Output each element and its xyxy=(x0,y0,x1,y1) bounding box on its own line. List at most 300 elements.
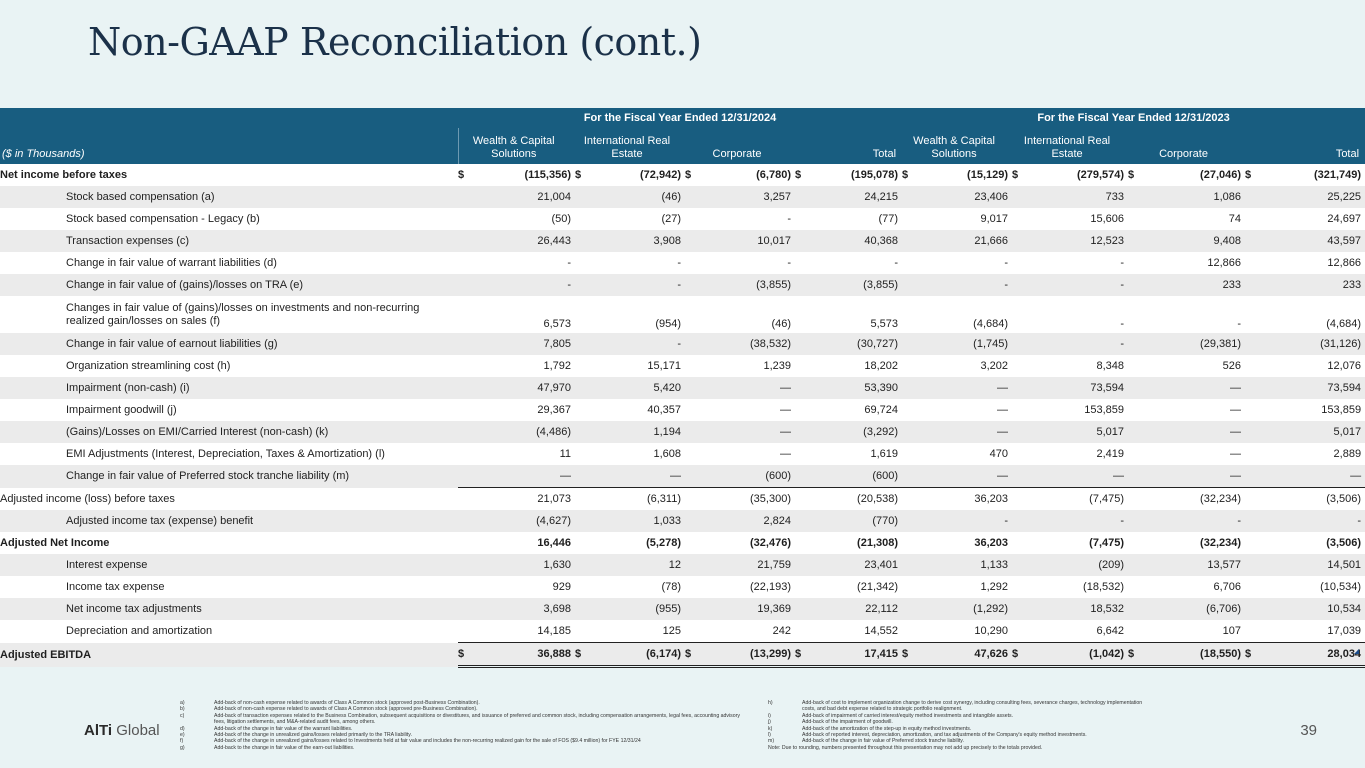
cell-value xyxy=(458,230,575,252)
cell-value xyxy=(575,443,685,465)
cell-number: (3,292) xyxy=(863,426,899,438)
cell-number: (4,627) xyxy=(536,515,571,527)
cell-value xyxy=(685,421,795,443)
col-header-wcs-2023: Wealth & Capital Solutions xyxy=(902,128,1012,164)
table-row xyxy=(0,620,1365,643)
footnote-text: Add-back of the change in unrealized gains/losses related to Investments held at fair value and includes the non-recurring realized gain for the sale of FOS ($9.4 million) for FYE 12/31/24 xyxy=(214,738,641,745)
cell-number: — xyxy=(560,470,571,482)
cell-value xyxy=(685,355,795,377)
cell-value xyxy=(1245,355,1365,377)
cell-value xyxy=(795,488,902,511)
cell-number: 47,626 xyxy=(974,648,1009,660)
cell-number: (7,475) xyxy=(1089,493,1125,505)
cell-value xyxy=(795,208,902,230)
cell-value xyxy=(575,620,685,643)
cell-value xyxy=(1245,274,1365,296)
footnote xyxy=(180,713,740,726)
cell-number: 23,406 xyxy=(974,191,1009,203)
cell-number: — xyxy=(780,426,791,438)
cell-value xyxy=(1128,186,1245,208)
dollar-sign: $ xyxy=(902,169,909,181)
footnote-key: f) xyxy=(180,738,184,745)
footnote-text: Add-back of the amortization of the step-up in equity method investments. xyxy=(802,725,972,732)
cell-value xyxy=(575,164,685,186)
cell-value xyxy=(1128,399,1245,421)
cell-value xyxy=(902,355,1012,377)
cell-number: 107 xyxy=(1222,625,1242,637)
cell-value xyxy=(685,296,795,333)
cell-value xyxy=(1128,532,1245,554)
cell-value xyxy=(1128,230,1245,252)
dollar-sign: $ xyxy=(1128,648,1135,660)
table-row xyxy=(0,164,1365,186)
cell-number: (195,078) xyxy=(850,169,899,181)
cell-value xyxy=(458,620,575,643)
cell-value xyxy=(1128,620,1245,643)
footnote xyxy=(180,745,740,751)
cell-number: — xyxy=(780,404,791,416)
cell-number: - xyxy=(567,279,571,291)
cell-number: 12 xyxy=(668,559,681,571)
cell-number: — xyxy=(1350,470,1362,482)
cell-value xyxy=(458,488,575,511)
cell-number: 47,970 xyxy=(537,382,571,394)
row-label: Adjusted EBITDA xyxy=(0,643,458,667)
cell-value xyxy=(1128,274,1245,296)
cell-value xyxy=(795,333,902,355)
cell-value xyxy=(458,443,575,465)
cell-number: (600) xyxy=(872,470,899,482)
cell-number: 18,532 xyxy=(1090,603,1125,615)
dollar-sign: $ xyxy=(1012,169,1019,181)
cell-value xyxy=(902,598,1012,620)
cell-value xyxy=(575,208,685,230)
row-label: Adjusted Net Income xyxy=(0,537,110,549)
table-row xyxy=(0,333,1365,355)
cell-value xyxy=(1128,488,1245,511)
cell-value xyxy=(1128,554,1245,576)
cell-value xyxy=(458,598,575,620)
cell-value xyxy=(575,598,685,620)
cell-value xyxy=(795,164,902,186)
cell-value xyxy=(458,643,575,667)
footnote-key: c) xyxy=(180,712,185,719)
cell-number: (31,126) xyxy=(1320,338,1362,350)
cell-number: 36,203 xyxy=(974,537,1009,549)
cell-value xyxy=(1245,333,1365,355)
cell-number: (29,381) xyxy=(1200,338,1242,350)
cell-number: (1,745) xyxy=(973,338,1009,350)
cell-number: 53,390 xyxy=(864,382,899,394)
cell-number: (10,534) xyxy=(1320,581,1362,593)
cell-number: (50) xyxy=(551,213,571,225)
col-header-ire-2024: International Real Estate xyxy=(575,128,685,164)
brand-logo xyxy=(84,722,160,739)
cell-value xyxy=(1012,598,1128,620)
cell-value xyxy=(902,208,1012,230)
cell-number: — xyxy=(1113,470,1125,482)
corner-marker xyxy=(1354,649,1359,654)
cell-number: 1,792 xyxy=(543,360,571,372)
dollar-sign: $ xyxy=(1245,169,1252,181)
row-label: Net income tax adjustments xyxy=(0,598,458,620)
cell-number: (22,193) xyxy=(750,581,791,593)
cell-value xyxy=(685,465,795,488)
footnote xyxy=(768,738,1148,744)
cell-number: - xyxy=(1120,257,1125,269)
footnote-text: Add-back to the change in fair value of the earn-out liabilities. xyxy=(214,744,355,751)
cell-number: — xyxy=(780,382,791,394)
table-row xyxy=(0,554,1365,576)
cell-number: - xyxy=(677,338,681,350)
cell-value xyxy=(1245,186,1365,208)
cell-value xyxy=(1245,620,1365,643)
cell-number: 24,697 xyxy=(1327,213,1362,225)
cell-value xyxy=(575,333,685,355)
header-row-periods xyxy=(0,108,1365,128)
cell-value xyxy=(1245,230,1365,252)
cell-number: — xyxy=(1230,404,1242,416)
cell-value xyxy=(902,576,1012,598)
cell-value xyxy=(902,443,1012,465)
cell-number: 73,594 xyxy=(1327,382,1362,394)
table-row xyxy=(0,208,1365,230)
cell-number: 6,706 xyxy=(1213,581,1242,593)
cell-number: 12,866 xyxy=(1207,257,1242,269)
cell-value xyxy=(685,510,795,532)
cell-number: 14,185 xyxy=(537,625,571,637)
footnotes-left xyxy=(180,700,740,751)
cell-value xyxy=(1012,421,1128,443)
cell-number: 733 xyxy=(1105,191,1125,203)
cell-value xyxy=(795,230,902,252)
cell-value xyxy=(458,333,575,355)
cell-number: 14,552 xyxy=(864,625,899,637)
cell-number: (32,234) xyxy=(1200,537,1242,549)
cell-number: 5,017 xyxy=(1333,426,1362,438)
cell-value xyxy=(902,488,1012,511)
cell-value xyxy=(902,399,1012,421)
cell-value xyxy=(1012,510,1128,532)
cell-value xyxy=(575,274,685,296)
cell-number: 21,073 xyxy=(537,493,571,505)
cell-number: — xyxy=(997,426,1009,438)
cell-value xyxy=(575,510,685,532)
cell-value xyxy=(795,576,902,598)
table-row xyxy=(0,576,1365,598)
cell-number: - xyxy=(677,257,681,269)
table-row xyxy=(0,443,1365,465)
cell-number: 12,866 xyxy=(1327,257,1362,269)
cell-value xyxy=(902,421,1012,443)
cell-value xyxy=(1012,274,1128,296)
cell-value xyxy=(575,554,685,576)
row-label: Stock based compensation (a) xyxy=(0,186,458,208)
footnote-text: Add-back of the change in unrealized gains/losses related primarily to the TRA liability. xyxy=(214,732,412,739)
footnote-key: i) xyxy=(768,712,771,719)
cell-number: 929 xyxy=(552,581,571,593)
col-header-corporate-2023: Corporate xyxy=(1128,128,1245,164)
brand-name-bold: AlTi xyxy=(84,722,113,739)
cell-number: 125 xyxy=(662,625,681,637)
dollar-sign: $ xyxy=(795,169,802,181)
table-body xyxy=(0,164,1365,667)
cell-value xyxy=(1128,465,1245,488)
footnote-key: g) xyxy=(180,744,185,751)
cell-number: - xyxy=(1120,515,1125,527)
cell-value xyxy=(1012,296,1128,333)
cell-value xyxy=(795,643,902,667)
cell-number: — xyxy=(1230,470,1242,482)
cell-number: 10,290 xyxy=(974,625,1009,637)
table-row xyxy=(0,186,1365,208)
cell-number: — xyxy=(997,382,1009,394)
table-row xyxy=(0,643,1365,667)
reconciliation-table xyxy=(0,108,1365,668)
cell-number: 3,202 xyxy=(980,360,1009,372)
cell-value xyxy=(575,421,685,443)
footnote-text: Add-back of non-cash expense related to awards of Class A Common stock (approved post-Business Combination). xyxy=(214,700,480,706)
cell-number: 15,606 xyxy=(1090,213,1125,225)
footnote-text: Add-back of the impairment of goodwill. xyxy=(802,719,893,726)
cell-number: 1,133 xyxy=(980,559,1009,571)
cell-value xyxy=(575,230,685,252)
cell-value xyxy=(1245,208,1365,230)
cell-value xyxy=(685,333,795,355)
cell-number: 3,698 xyxy=(543,603,571,615)
cell-number: - xyxy=(1004,515,1009,527)
cell-value xyxy=(1128,164,1245,186)
cell-number: 29,367 xyxy=(537,404,571,416)
cell-number: - xyxy=(1120,279,1125,291)
cell-number: (18,532) xyxy=(1083,581,1125,593)
cell-number: 28,034 xyxy=(1327,648,1362,660)
cell-number: 15,171 xyxy=(647,360,681,372)
table-row xyxy=(0,274,1365,296)
cell-value xyxy=(458,186,575,208)
cell-number: - xyxy=(787,257,791,269)
cell-number: 9,017 xyxy=(980,213,1009,225)
col-header-total-2023: Total xyxy=(1245,128,1365,164)
cell-value xyxy=(1128,510,1245,532)
row-label: Depreciation and amortization xyxy=(66,625,213,638)
cell-number: (46) xyxy=(661,191,681,203)
row-label: Organization streamlining cost (h) xyxy=(66,360,231,372)
cell-value xyxy=(685,252,795,274)
cell-value xyxy=(685,399,795,421)
cell-number: 21,004 xyxy=(537,191,571,203)
cell-number: (955) xyxy=(655,603,681,615)
footnote-key: k) xyxy=(768,725,773,732)
cell-value xyxy=(1245,488,1365,511)
cell-number: (20,538) xyxy=(857,493,899,505)
cell-number: 1,608 xyxy=(653,448,681,460)
cell-value xyxy=(1128,421,1245,443)
row-label: Change in fair value of (gains)/losses on TRA (e) xyxy=(0,274,458,296)
cell-number: (35,300) xyxy=(750,493,791,505)
cell-number: - xyxy=(1237,318,1242,330)
cell-value xyxy=(1012,333,1128,355)
footnote xyxy=(768,700,1148,713)
table-row xyxy=(0,510,1365,532)
cell-number: (32,476) xyxy=(750,537,791,549)
cell-value xyxy=(1245,576,1365,598)
row-label: Change in fair value of earnout liabilities (g) xyxy=(0,333,458,355)
cell-number: 43,597 xyxy=(1327,235,1362,247)
footnote-text: Add-back of the change in fair value of Preferred stock tranche liability. xyxy=(802,738,964,745)
table-row xyxy=(0,230,1365,252)
cell-number: 470 xyxy=(989,448,1009,460)
col-header-total-2024: Total xyxy=(795,128,902,164)
cell-number: 74 xyxy=(1228,213,1242,225)
cell-number: 40,357 xyxy=(647,404,681,416)
cell-value xyxy=(1245,643,1365,667)
cell-number: 22,112 xyxy=(865,603,899,615)
cell-number: 36,203 xyxy=(974,493,1009,505)
cell-value xyxy=(1012,208,1128,230)
cell-value xyxy=(458,355,575,377)
cell-number: 26,443 xyxy=(537,235,571,247)
cell-value xyxy=(458,465,575,488)
row-label: Adjusted income (loss) before taxes xyxy=(0,492,175,505)
cell-value xyxy=(795,399,902,421)
cell-number: 1,033 xyxy=(653,515,681,527)
cell-number: 18,202 xyxy=(864,360,899,372)
dollar-sign: $ xyxy=(685,169,692,181)
cell-number: 17,415 xyxy=(864,648,899,660)
cell-value xyxy=(458,296,575,333)
table-row xyxy=(0,465,1365,488)
cell-value xyxy=(902,620,1012,643)
footnote-key: d) xyxy=(180,725,185,732)
col-header-ire-2023: International Real Estate xyxy=(1012,128,1128,164)
dollar-sign: $ xyxy=(458,648,465,660)
cell-value xyxy=(902,554,1012,576)
table-row xyxy=(0,399,1365,421)
cell-number: 6,573 xyxy=(543,318,571,330)
footnote-key: a) xyxy=(180,700,185,706)
cell-value xyxy=(575,532,685,554)
cell-value xyxy=(1012,377,1128,399)
cell-value xyxy=(685,230,795,252)
cell-number: — xyxy=(1230,448,1242,460)
cell-value xyxy=(685,274,795,296)
cell-value xyxy=(458,399,575,421)
cell-number: 36,888 xyxy=(537,648,571,660)
cell-value xyxy=(902,333,1012,355)
cell-number: 153,859 xyxy=(1084,404,1125,416)
cell-value xyxy=(685,620,795,643)
brand-name-rest: Global xyxy=(112,722,160,739)
cell-number: (27,046) xyxy=(1200,169,1242,181)
cell-number: 9,408 xyxy=(1213,235,1242,247)
cell-value xyxy=(685,598,795,620)
cell-value xyxy=(902,230,1012,252)
cell-number: 14,501 xyxy=(1327,559,1362,571)
cell-number: - xyxy=(1004,279,1009,291)
cell-number: 2,824 xyxy=(763,515,791,527)
cell-number: (770) xyxy=(872,515,899,527)
cell-value xyxy=(575,643,685,667)
cell-value xyxy=(902,274,1012,296)
cell-number: 1,619 xyxy=(870,448,899,460)
cell-value xyxy=(795,510,902,532)
cell-value xyxy=(795,274,902,296)
footnote-text: Add-back of the change in fair value of the warrant liabilities. xyxy=(214,725,353,732)
cell-number: (6,174) xyxy=(646,648,681,660)
cell-value xyxy=(902,643,1012,667)
period-header-2023: For the Fiscal Year Ended 12/31/2023 xyxy=(902,108,1365,128)
cell-value xyxy=(1245,510,1365,532)
cell-number: (3,506) xyxy=(1326,537,1362,549)
cell-number: 19,369 xyxy=(757,603,791,615)
table-row xyxy=(0,377,1365,399)
header-row-columns xyxy=(0,128,1365,164)
cell-value xyxy=(1128,296,1245,333)
cell-value xyxy=(458,532,575,554)
cell-value xyxy=(1128,576,1245,598)
row-label: Net income before taxes xyxy=(0,169,128,181)
cell-number: 1,292 xyxy=(980,581,1009,593)
cell-number: — xyxy=(997,470,1009,482)
cell-value xyxy=(685,164,795,186)
row-label: Impairment (non-cash) (i) xyxy=(0,377,458,399)
cell-number: 1,630 xyxy=(543,559,571,571)
footnotes-right xyxy=(768,700,1148,751)
cell-number: (38,532) xyxy=(750,338,791,350)
cell-value xyxy=(902,532,1012,554)
cell-value xyxy=(1245,443,1365,465)
cell-value xyxy=(795,598,902,620)
cell-number: 16,446 xyxy=(537,537,571,549)
dollar-sign: $ xyxy=(1245,648,1252,660)
footnote-key: l) xyxy=(768,732,771,739)
reconciliation-table-container xyxy=(0,108,1365,660)
cell-value xyxy=(575,252,685,274)
cell-number: 12,076 xyxy=(1327,360,1362,372)
footnote-text: Add-back of transaction expenses related to the Business Combination, subsequent acquisitions or divestitures, and issuance of preferred and common stock, including compensation arrangements, legal fees, accounting advisory fees, litigation settlements, and M&A-related audit fees, among others. xyxy=(214,712,740,726)
col-header-corporate-2024: Corporate xyxy=(685,128,795,164)
cell-value xyxy=(902,164,1012,186)
cell-value xyxy=(575,488,685,511)
table-row xyxy=(0,532,1365,554)
footnote-key: e) xyxy=(180,732,185,739)
cell-value xyxy=(458,274,575,296)
cell-number: (6,311) xyxy=(646,493,681,505)
cell-number: (32,234) xyxy=(1200,493,1242,505)
cell-value xyxy=(1012,465,1128,488)
dollar-sign: $ xyxy=(575,648,582,660)
cell-value xyxy=(685,532,795,554)
cell-number: 10,534 xyxy=(1327,603,1362,615)
cell-number: 5,573 xyxy=(870,318,899,330)
cell-value xyxy=(575,355,685,377)
footnote-text: Add-back of cost to implement organization change to derive cost synergy, including consulting fees, severance charges, technology implementation costs, and bad debt expense related to strategic portfolio realignment. xyxy=(802,700,1143,713)
cell-number: (27) xyxy=(661,213,681,225)
cell-number: (115,356) xyxy=(524,169,571,181)
cell-number: - xyxy=(677,279,681,291)
cell-value xyxy=(1128,355,1245,377)
cell-value xyxy=(1012,554,1128,576)
cell-number: — xyxy=(670,470,681,482)
row-label: Income tax expense xyxy=(66,581,165,593)
row-label: Change in fair value of warrant liabilities (d) xyxy=(66,257,277,269)
cell-value xyxy=(1245,421,1365,443)
cell-value xyxy=(458,510,575,532)
cell-number: (18,550) xyxy=(1200,648,1242,660)
cell-number: 1,194 xyxy=(653,426,681,438)
cell-number: (15,129) xyxy=(967,169,1009,181)
